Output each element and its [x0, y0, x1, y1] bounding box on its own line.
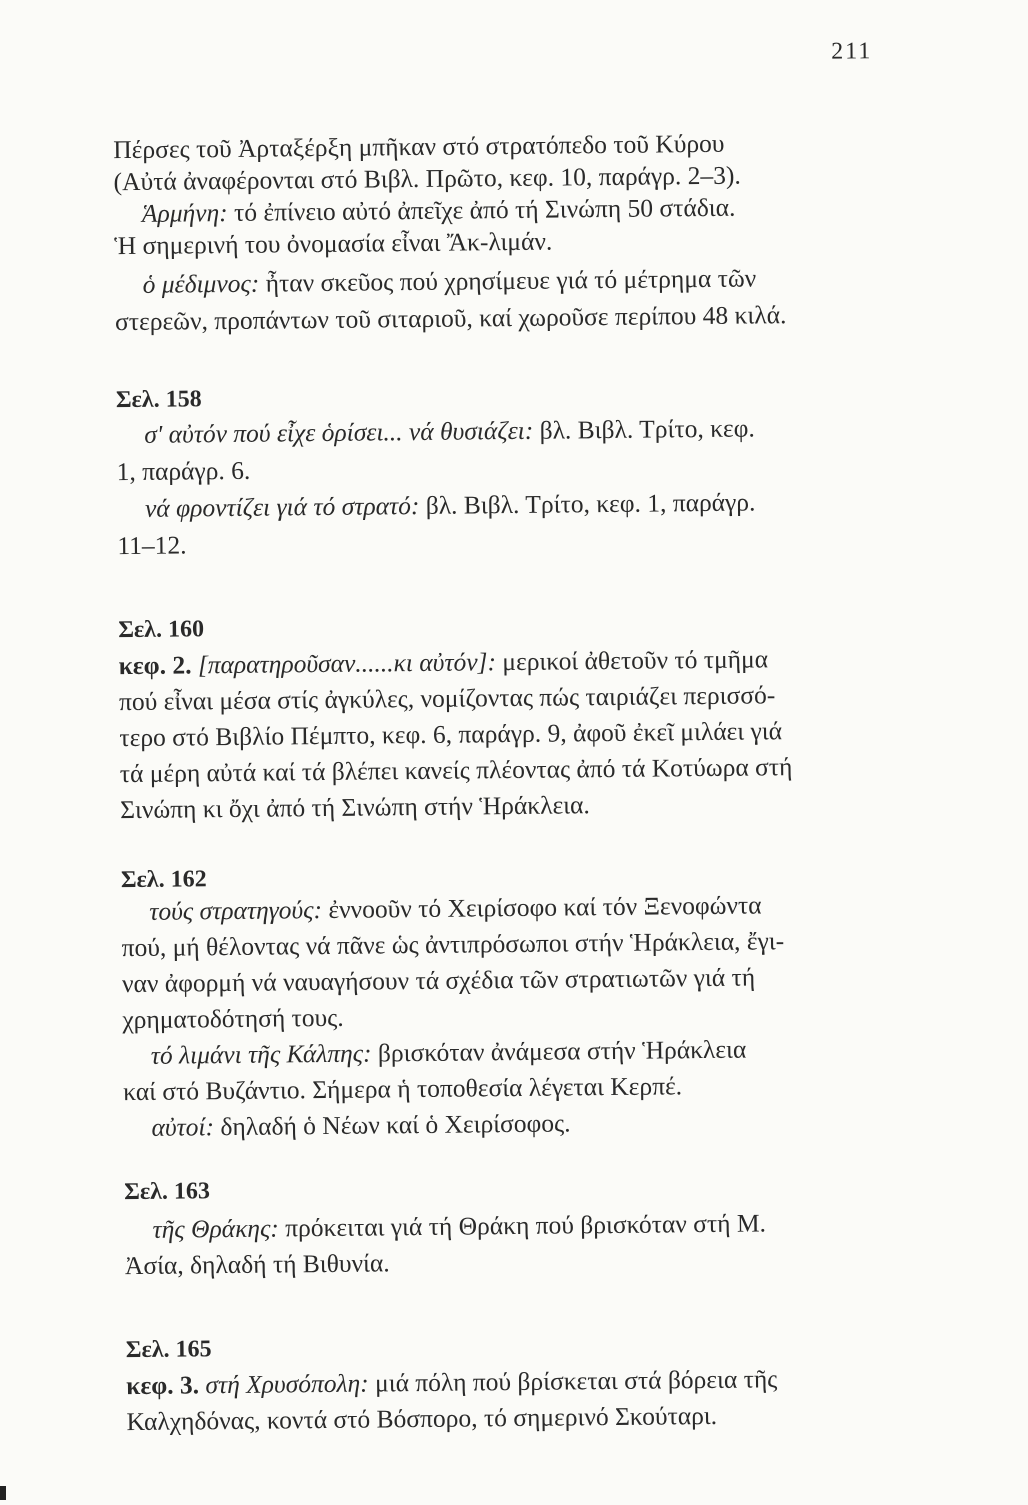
text-line: αὐτοί: δηλαδή ὁ Νέων καί ὁ Χειρίσοφος.	[151, 1108, 571, 1142]
text-line: πού, μή θέλοντας νά πᾶνε ὡς ἀντιπρόσωποι στήν Ἡράκλεια, ἔγι-	[121, 926, 785, 963]
term: ὁ μέδιμνος:	[142, 268, 260, 299]
text-line: ὁ μέδιμνος: ἦταν σκεῦος πού χρησίμευε γιά τό μέτρημα τῶν	[142, 263, 757, 299]
text-line: τερο στό Βιβλίο Πέμπτο, κεφ. 6, παράγρ. 9, ἀφοῦ ἐκεῖ μιλάει γιά	[119, 716, 783, 753]
text-line: 1, παράγρ. 6.	[116, 455, 251, 487]
text-line: νά φροντίζει γιά τό στρατό: βλ. Βιβλ. Τρίτο, κεφ. 1, παράγρ.	[144, 487, 756, 523]
text-line: τά μέρη αὐτά καί τά βλέπει κανείς πλέοντας ἀπό τά Κοτύωρα στή	[119, 752, 793, 789]
text-line: τῆς Θράκης: πρόκειται γιά τή Θράκη πού βρισκόταν στή Μ.	[152, 1208, 767, 1244]
section-heading: Σελ. 165	[125, 1336, 212, 1364]
page-number: 211	[831, 38, 873, 65]
text-line: 11–12.	[117, 530, 187, 561]
text-line: καί στό Βυζάντιο. Σήμερα ἡ τοποθεσία λέγεται Κερπέ.	[122, 1071, 683, 1107]
text-line: κεφ. 2. [παρατηροῦσαν......κι αὐτόν]: μερικοί ἀθετοῦν τό τμῆμα	[118, 644, 769, 681]
term: τούς στρατηγούς:	[149, 895, 323, 926]
section-heading: Σελ. 163	[124, 1178, 211, 1206]
text-line: Καλχηδόνας, κοντά στό Βόσπορο, τό σημερινό Σκούταρι.	[126, 1400, 718, 1437]
text-line: χρηματοδότησή τους.	[122, 1002, 344, 1035]
term: αὐτοί:	[151, 1112, 215, 1142]
text-line: τό λιμάνι τῆς Κάλπης: βρισκόταν ἀνάμεσα στήν Ἡράκλεια	[150, 1034, 747, 1070]
chapter-ref: κεφ. 2.	[118, 650, 192, 681]
text-line: πού εἶναι μέσα στίς ἀγκύλες, νομίζοντας πώς ταιριάζει περισσό-	[118, 680, 776, 717]
term: [παρατηροῦσαν......κι αὐτόν]:	[191, 647, 497, 680]
term: νά φροντίζει γιά τό στρατό:	[144, 490, 420, 523]
term: στή Χρυσόπολη:	[198, 1368, 369, 1400]
text-line: τούς στρατηγούς: ἐννοοῦν τό Χειρίσοφο καί τόν Ξενοφώντα	[149, 890, 762, 926]
section-heading: Σελ. 160	[118, 616, 205, 644]
text-line: Πέρσες τοῦ Ἀρταξέρξη μπῆκαν στό στρατόπεδο τοῦ Κύρου	[113, 128, 725, 165]
text-line: Σινώπη κι ὄχι ἀπό τή Σινώπη στήν Ἡράκλεια.	[120, 790, 590, 825]
section-heading: Σελ. 158	[115, 386, 202, 414]
text-line: ναν ἀφορμή νά ναυαγήσουν τά σχέδια τῶν στρατιωτῶν γιά τή	[121, 962, 756, 999]
text-line: κεφ. 3. στή Χρυσόπολη: μιά πόλη πού βρίσκεται στά βόρεια τῆς	[126, 1364, 778, 1401]
text-line: Ἁρμήνη: τό ἐπίνειο αὐτό ἀπεῖχε ἀπό τή Σινώπη 50 στάδια.	[141, 192, 736, 228]
term: τό λιμάνι τῆς Κάλπης:	[150, 1038, 372, 1070]
term: Ἁρμήνη:	[141, 197, 228, 228]
term: τῆς Θράκης:	[152, 1213, 279, 1244]
text-line: Ἀσία, δηλαδή τή Βιθυνία.	[124, 1248, 390, 1281]
chapter-ref: κεφ. 3.	[126, 1370, 200, 1401]
text-line: στερεῶν, προπάντων τοῦ σιταριοῦ, καί χωροῦσε περίπου 48 κιλά.	[114, 300, 787, 337]
scan-edge-mark	[0, 1486, 6, 1500]
section-heading: Σελ. 162	[120, 866, 207, 894]
term: σ' αὐτόν πού εἶχε ὁρίσει... νά θυσιάζει:	[144, 415, 534, 449]
text-line: Ἡ σημερινή του ὀνομασία εἶναι Ἄκ-λιμάν.	[114, 226, 553, 261]
text-line: (Αὐτά ἀναφέρονται στό Βιβλ. Πρῶτο, κεφ. 10, παράγρ. 2–3).	[113, 160, 741, 197]
text-line: σ' αὐτόν πού εἶχε ὁρίσει... νά θυσιάζει: βλ. Βιβλ. Τρίτο, κεφ.	[144, 413, 755, 449]
